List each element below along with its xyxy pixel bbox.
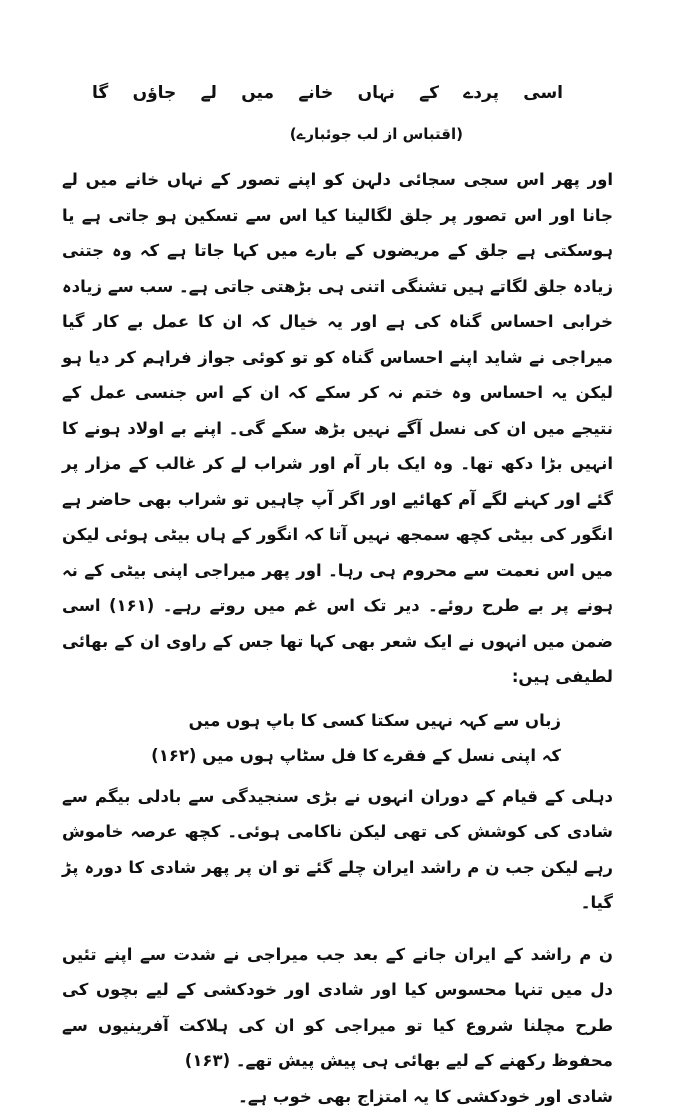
paragraph-3: ن م راشد کے ایران جانے کے بعد جب میراجی نے شدت سے اپنے تئیں دل میں تنہا محسوس کیا اور شادی اور خودکشی کے لیے بچوں کی طرح مچلنا شروع کیا تو میراجی کو ان کی ہلاکت آفرینیوں سے محفوظ رکھنے کے لیے بھائی ہی پیش پیش تھے۔ (۱۶۳)	[62, 937, 613, 1079]
couplet	[62, 703, 613, 773]
paragraph-1: اور پھر اس سجی سجائی دلہن کو اپنے تصور کے نہاں خانے میں لے جانا اور اس تصور پر جلق لگالینا کیا اس سے تسکین ہو جاتی ہے یا ہوسکتی ہے جلق کے مریضوں کے بارے میں کہا جاتا ہے کہ وہ جتنی زیادہ جلق لگاتے ہیں تشنگی اتنی ہی بڑھتی جاتی ہے۔ سب سے زیادہ خرابی احساس گناہ کی ہے اور یہ خیال کہ ان کا عمل بے کار گیا میراجی نے شاید اپنے احساس گناہ کو تو کوئی جواز فراہم کر دیا ہو لیکن یہ احساس وہ ختم نہ کر سکے کہ ان کے اس جنسی عمل کے نتیجے میں ان کی نسل آگے نہیں بڑھ سکے گی۔ اپنے بے اولاد ہونے کا انہیں بڑا دکھ تھا۔ وہ ایک بار آم اور شراب لے کر غالب کے مزار پر گئے اور کہنے لگے آم کھائیے اور اگر آپ چاہیں تو شراب بھی حاضر ہے انگور کی بیٹی کچھ سمجھ نہیں آتا کہ انگور کے ہاں بیٹی ہوئی لیکن میں اس نعمت سے محروم ہی رہا۔ اور پھر میراجی اپنی بیٹی کے نہ ہونے پر بے طرح روئے۔ دیر تک اس غم میں روتے رہے۔ (۱۶۱) اسی ضمن میں انہوں نے ایک شعر بھی کہا تھا جس کے راوی ان کے بھائی لطیفی ہیں:	[62, 162, 613, 695]
verse-line: اسی پردے کے نہاں خانے میں لے جاؤں گا	[62, 78, 613, 108]
couplet-line-1: زباں سے کہہ نہیں سکتا کسی کا باپ ہوں میں	[62, 703, 613, 738]
citation: (اقتباس از لب جوئبارے)	[62, 120, 613, 148]
paragraph-2: دہلی کے قیام کے دوران انہوں نے بڑی سنجیدگی سے بادلی بیگم سے شادی کی کوشش کی تھی لیکن ناکامی ہوئی۔ کچھ عرصہ خاموش رہے لیکن جب ن م راشد ایران چلے گئے تو ان پر پھر شادی کا دورہ پڑ گیا۔	[62, 779, 613, 921]
couplet-line-2: کہ اپنی نسل کے فقرے کا فل سٹاپ ہوں میں (۱۶۲)	[62, 738, 613, 773]
paragraph-4: شادی اور خودکشی کا یہ امتزاج بھی خوب ہے۔	[62, 1079, 613, 1114]
